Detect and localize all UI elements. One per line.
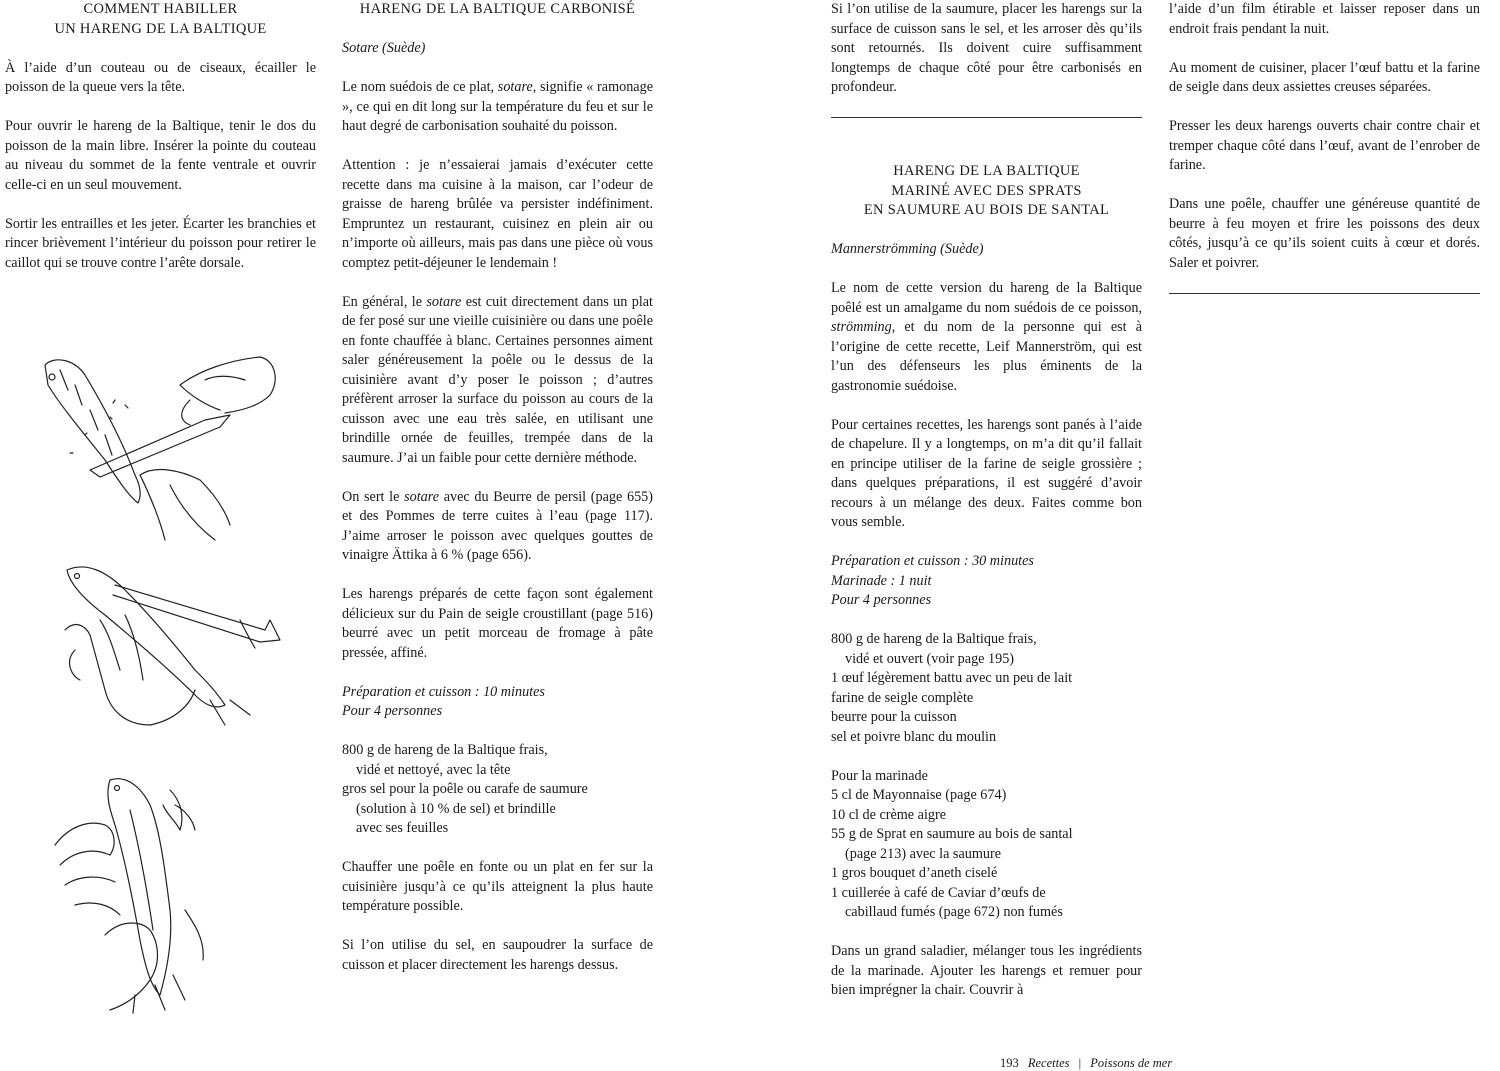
ingredient: 55 g de Sprat en saumure au bois de santal: [831, 826, 1073, 842]
paragraph: Dans un grand saladier, mélanger tous les ingrédients de la marinade. Ajouter les harengs et remuer pour bien imprégner la chair. Couvrir à: [831, 943, 1142, 998]
servings: Pour 4 personnes: [831, 592, 932, 608]
paragraph: Presser les deux harengs ouverts chair contre chair et tremper chaque côté dans l’œuf, avant de l’enrober de farine.: [1169, 118, 1480, 173]
emphasis: sotare: [426, 293, 462, 310]
ingredient: 1 gros bouquet d’aneth ciselé: [831, 865, 998, 881]
ingredient: cabillaud fumés (page 672) non fumés: [845, 904, 1063, 920]
title-line: COMMENT HABILLER: [83, 1, 238, 17]
text-run: Le nom suédois de ce plat,: [342, 79, 498, 95]
section-divider: [1169, 293, 1480, 294]
prep-time: Préparation et cuisson : 30 minutes: [831, 553, 1034, 569]
paragraph: Chauffer une poêle en fonte ou un plat en fer sur la cuisinière jusqu’à ce qu’ils atteignent la plus haute température possible.: [342, 859, 653, 914]
ingredient: beurre pour la cuisson: [831, 709, 957, 725]
column-1: [5, 0, 316, 293]
illustration-gutting-fish: [45, 770, 235, 1015]
ingredients-list: [342, 741, 653, 839]
text-run: est cuit directement dans un plat de fer posé sur une vieille cuisinière ou dans une poêle en fonte chauffée à blanc. Certaines personnes aiment saler généreusement la poêle ou le dessus de la cuisinière avant d’y poser le poisson ; d’autres préfèrent arroser la surface du poisson au cours de la cuisson avec une eau très salée, en utilisant une brindille ornée de feuilles, trempée dans de la saumure. J’ai un faible pour cette dernière méthode.: [342, 293, 653, 466]
paragraph: [342, 78, 653, 137]
paragraph: l’aide d’un film étirable et laisser reposer dans un endroit frais pendant la nuit.: [1169, 1, 1480, 37]
paragraph: [342, 488, 653, 566]
text-run: , signifie « ramonage », ce qui en dit long sur la température du feu et sur le haut degré de carbonisation souhaité du poisson.: [342, 79, 653, 134]
paragraph: Les harengs préparés de cette façon sont également délicieux sur du Pain de seigle croustillant (page 516) beurré avec un petit morceau de fromage à pâte pressée, affiné.: [342, 586, 653, 661]
ingredient: vidé et nettoyé, avec la tête: [356, 761, 511, 778]
ingredient: avec ses feuilles: [356, 820, 449, 836]
marinade-ingredients-list: [831, 767, 1142, 923]
illustration-scaling-fish: [30, 345, 290, 550]
recipe-title-sotare: HARENG DE LA BALTIQUE CARBONISÉ: [359, 1, 636, 17]
title-line: EN SAUMURE AU BOIS DE SANTAL: [863, 202, 1110, 218]
text-run: En général, le: [342, 293, 427, 310]
illustration-opening-fish: [55, 560, 285, 735]
emphasis: sotare: [497, 79, 533, 95]
paragraph: [342, 293, 653, 469]
recipe-meta: [831, 552, 1142, 611]
ingredient: gros sel pour la poêle ou carafe de saumure: [342, 781, 588, 797]
recipe-title-mannerstromming: [831, 162, 1142, 221]
ingredient: farine de seigle complète: [831, 689, 974, 706]
marinade-time: Marinade : 1 nuit: [831, 572, 932, 589]
column-3: [831, 0, 1142, 1020]
paragraph: Pour ouvrir le hareng de la Baltique, tenir le dos du poisson de la main libre. Insérer la pointe du couteau au niveau du sommet de la fente ventrale et ouvrir celle-ci en un seul mouvement.: [5, 118, 316, 193]
page-footer: [1000, 1055, 1178, 1071]
marinade-heading: Pour la marinade: [831, 767, 928, 784]
ingredient: 5 cl de Mayonnaise (page 674): [831, 787, 1007, 803]
recipe-meta: [342, 683, 653, 722]
footer-section: Recettes: [1027, 1056, 1070, 1070]
text-run: Le nom de cette version du hareng de la Baltique poêlé est un amalgame du nom suédois de ce poisson,: [831, 280, 1142, 316]
title-line: MARINÉ AVEC DES SPRATS: [891, 182, 1082, 199]
emphasis: strömming: [831, 319, 892, 335]
paragraph: Si l’on utilise du sel, en saupoudrer la surface de cuisson et placer directement les harengs dessus.: [342, 937, 653, 973]
paragraph: [831, 279, 1142, 396]
paragraph: Sortir les entrailles et les jeter. Écarter les branchies et rincer brièvement l’intérieur du poisson pour retirer le caillot qui se trouve contre l’arête dorsale.: [5, 215, 316, 271]
ingredient: sel et poivre blanc du moulin: [831, 728, 997, 745]
ingredient: 10 cl de crème aigre: [831, 806, 947, 823]
paragraph: Si l’on utilise de la saumure, placer les harengs sur la surface de cuisson sans le sel, et les arroser dès qu’ils sont retournés. Ils doivent cuire suffisamment longtemps de chaque côté pour être carbonisés en profondeur.: [831, 1, 1142, 95]
footer-subsection: Poissons de mer: [1090, 1056, 1173, 1070]
prep-time: Préparation et cuisson : 10 minutes: [342, 683, 545, 700]
page-number: 193: [1000, 1056, 1019, 1070]
title-line: HARENG DE LA BALTIQUE: [893, 163, 1080, 179]
ingredient: 800 g de hareng de la Baltique frais,: [342, 742, 548, 758]
recipe-subtitle: Mannerströmming (Suède): [831, 241, 984, 257]
section-divider: [831, 117, 1142, 118]
title-line: UN HARENG DE LA BALTIQUE: [54, 20, 267, 37]
paragraph: Pour certaines recettes, les harengs sont panés à l’aide de chapelure. Il y a longtemps, on m’a dit qu’il fallait en principe utiliser de la farine de seigle grossière ; dans quelques préparations, il est suggéré d’avoir recours à un mélange des deux. Faites comme bon vous semble.: [831, 416, 1142, 530]
paragraph: Dans une poêle, chauffer une généreuse quantité de beurre à feu moyen et frire les poissons des deux côtés, jusqu’à ce qu’ils soient cuits à cœur et dorés. Saler et poivrer.: [1169, 196, 1480, 271]
column-2: [342, 0, 653, 995]
recipe-subtitle: Sotare (Suède): [342, 40, 426, 56]
servings: Pour 4 personnes: [342, 703, 443, 719]
column-4: [1169, 0, 1480, 294]
ingredient: (page 213) avec la saumure: [845, 845, 1001, 862]
ingredient: 800 g de hareng de la Baltique frais,: [831, 631, 1037, 647]
paragraph: Au moment de cuisiner, placer l’œuf battu et la farine de seigle dans deux assiettes creuses séparées.: [1169, 59, 1480, 95]
text-run: On sert le: [342, 488, 405, 505]
ingredients-list: [831, 630, 1142, 747]
text-run: avec du Beurre de persil (page 655) et des Pommes de terre cuites à l’eau (page 117). J’aime arroser le poisson avec quelques gouttes de vinaigre Ättika à 6 % (page 656).: [342, 488, 653, 563]
ingredient: 1 œuf légèrement battu avec un peu de lait: [831, 670, 1073, 686]
section-title-how-to-dress: [5, 0, 316, 39]
footer-separator: |: [1078, 1056, 1082, 1070]
text-run: , et du nom de la personne qui est à l’origine de cette recette, Leif Mannerström, qui est l’un des défenseurs les plus éminents de la gastronomie suédoise.: [831, 319, 1142, 394]
paragraph: Attention : je n’essaierai jamais d’exécuter cette recette dans ma cuisine à la maison, car l’odeur de graisse de hareng brûlée va persister indéfiniment. Empruntez un restaurant, cuisinez en plein air ou n’importe où ailleurs, mais pas dans une pièce où vous comptez petit-déjeuner le lendemain !: [342, 157, 653, 271]
ingredient: (solution à 10 % de sel) et brindille: [356, 800, 556, 817]
ingredient: vidé et ouvert (voir page 195): [845, 650, 1015, 667]
paragraph: À l’aide d’un couteau ou de ciseaux, écailler le poisson de la queue vers la tête.: [5, 59, 316, 95]
ingredient: 1 cuillerée à café de Caviar d’œufs de: [831, 884, 1046, 901]
emphasis: sotare: [404, 488, 440, 505]
